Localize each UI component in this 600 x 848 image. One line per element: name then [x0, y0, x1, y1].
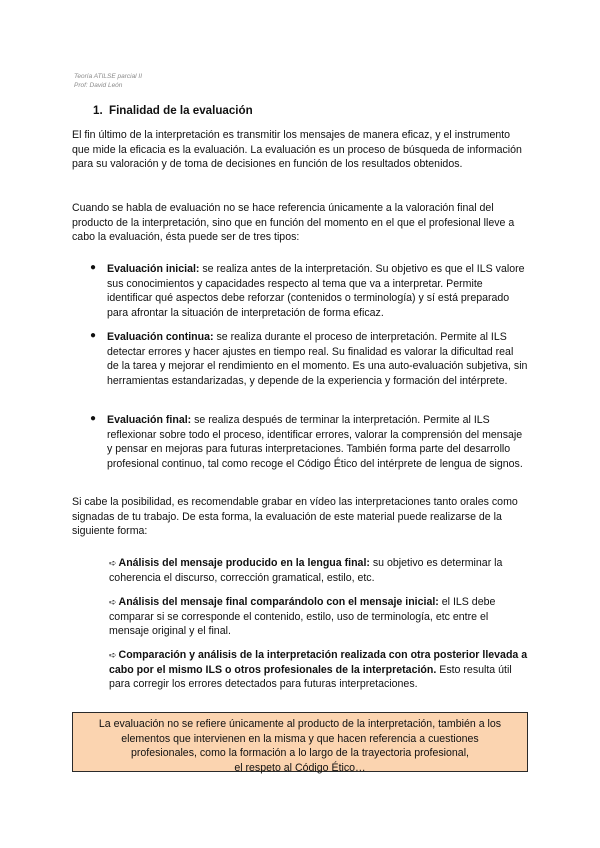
types-intro-paragraph: Cuando se habla de evaluación no se hace referencia únicamente a la valoración final del producto de la interpretación, sino que en función del momento en el que el profesional lleve a cabo la evaluación, ésta puede ser de tres tipos:	[72, 202, 515, 244]
arrow-right-icon: ➪	[109, 650, 117, 660]
analysis-item-final-message	[109, 556, 529, 585]
analysis-text: el ILS debe comparar si se corresponde el contenido, estilo, uso de terminología, etc entre el mensaje original y el final.	[109, 596, 496, 638]
bullet-evaluacion-continua	[90, 330, 528, 388]
bullet-term: Evaluación inicial:	[107, 263, 200, 275]
bullet-term: Evaluación final:	[107, 414, 192, 426]
header-professor: Prof: David León	[74, 81, 123, 89]
bullet-dot-icon: ●	[90, 330, 97, 341]
analysis-item-comparison	[109, 595, 529, 639]
bullet-dot-icon: ●	[90, 413, 97, 424]
analysis-term: Comparación y análisis de la interpretación realizada con otra posterior llevada a cabo por el mismo ILS o otros profesionales de la interpretación.	[109, 649, 528, 676]
note-line: elementos que intervienen en la misma y que hacen referencia a cuestiones	[121, 732, 479, 745]
bullet-text: se realiza durante el proceso de interpretación. Permite al ILS detectar errores y hacer ajustes en tiempo real. Su finalidad es valorar la dificultad real de la tarea y mejorar el rendimiento en el momento. Es una auto-evaluación subjetiva, sin herramientas estandarizadas, y depende de la experiencia y formación del intérprete.	[107, 331, 528, 387]
section-title: Finalidad de la evaluación	[109, 104, 253, 117]
bullet-evaluacion-inicial	[90, 262, 528, 320]
header-course: Teoría ATILSE parcial II	[74, 73, 143, 80]
bullet-text: se realiza antes de la interpretación. Su objetivo es que el ILS valore sus conocimientos y capacidades respecto al tema que va a interpretar. Permite identificar qué aspectos debe reforzar (contenidos o terminología) y sí está preparado para afrontar la situación de interpretación de forma eficaz.	[107, 263, 525, 319]
section-number: 1.	[93, 104, 103, 117]
bullet-dot-icon: ●	[90, 262, 97, 273]
page-header	[74, 73, 142, 90]
arrow-right-icon: ➪	[109, 558, 117, 568]
note-box	[72, 712, 528, 772]
analysis-term: Análisis del mensaje producido en la lengua final:	[118, 557, 370, 569]
bullet-evaluacion-final	[90, 413, 528, 471]
analysis-text: su objetivo es determinar la coherencia el discurso, corrección gramatical, estilo, etc.	[109, 557, 503, 584]
note-line: La evaluación no se refiere únicamente al producto de la interpretación, también a los	[98, 718, 502, 730]
section-heading	[93, 104, 253, 117]
analysis-text: Esto resulta útil para corregir los errores detectados para futuras interpretaciones.	[109, 663, 512, 691]
analysis-item-later-interpretation	[109, 648, 529, 692]
arrow-right-icon: ➪	[109, 597, 117, 607]
bullet-text: se realiza después de terminar la interpretación. Permite al ILS reflexionar sobre todo el proceso, identificar errores, valorar la comprensión del mensaje y pensar en mejoras para futuras interpretaciones. También forma parte del desarrollo profesional continuo, tal como recoge el Código Ético del intérprete de lengua de signos.	[107, 414, 523, 470]
bullet-term: Evaluación continua:	[107, 331, 214, 343]
recording-paragraph: Si cabe la posibilidad, es recomendable grabar en vídeo las interpretaciones tanto orales como signadas de tu trabajo. De esta forma, la evaluación de este material puede realizarse de la siguiente forma:	[72, 496, 518, 538]
analysis-term: Análisis del mensaje final comparándolo con el mensaje inicial:	[118, 596, 439, 608]
note-line: el respeto al Código Ético…	[234, 761, 366, 774]
note-line: profesionales, como la formación a lo largo de la trayectoria profesional,	[130, 747, 469, 760]
intro-paragraph: El fin último de la interpretación es transmitir los mensajes de manera eficaz, y el instrumento que mide la eficacia es la evaluación. La evaluación es un proceso de búsqueda de información para su valoración y de toma de decisiones en función de los resultados obtenidos.	[72, 129, 522, 171]
